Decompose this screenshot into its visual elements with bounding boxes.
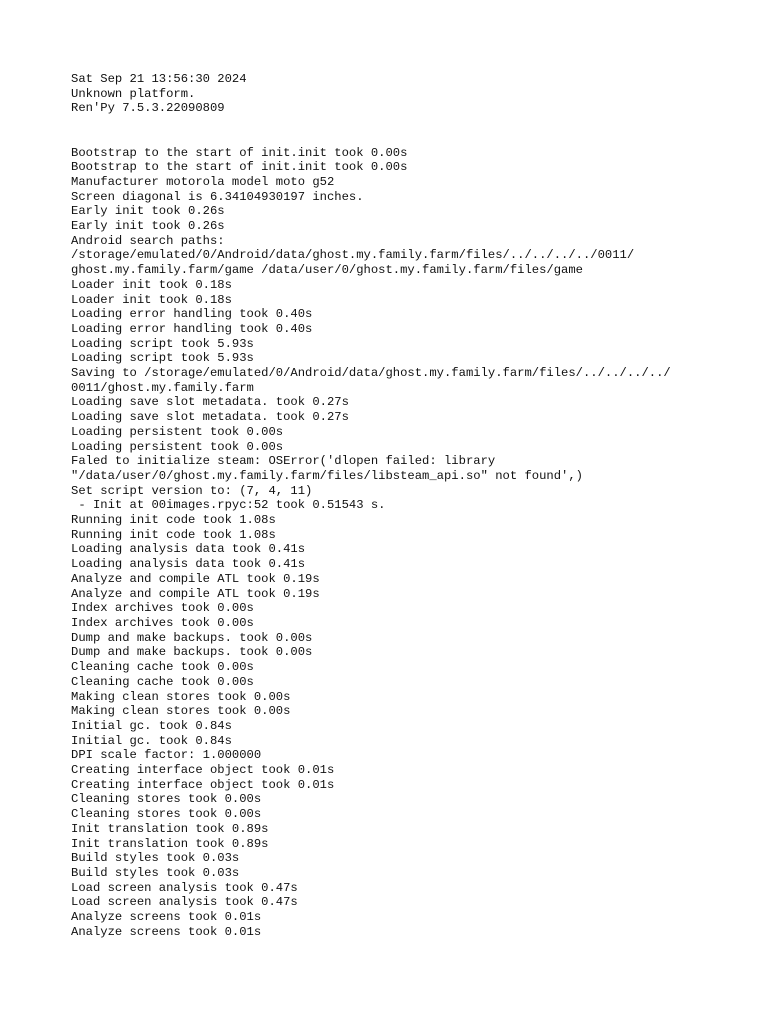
log-line: Loading script took 5.93s [71, 351, 254, 366]
log-line: Early init took 0.26s [71, 219, 225, 234]
log-line: ghost.my.family.farm/game /data/user/0/ghost.my.family.farm/files/game [71, 263, 583, 278]
log-line: DPI scale factor: 1.000000 [71, 748, 262, 763]
log-line: Creating interface object took 0.01s [71, 777, 335, 792]
log-line: Making clean stores took 0.00s [71, 704, 291, 719]
log-line: "/data/user/0/ghost.my.family.farm/files/libsteam_api.so" not found',) [71, 468, 583, 483]
log-line: Cleaning stores took 0.00s [71, 792, 262, 807]
log-line: 0011/ghost.my.family.farm [71, 380, 254, 395]
log-platform: Unknown platform. [71, 86, 196, 101]
log-line: Analyze and compile ATL took 0.19s [71, 586, 320, 601]
log-line: Saving to /storage/emulated/0/Android/data/ghost.my.family.farm/files/../../../../ [71, 366, 671, 381]
log-line: Index archives took 0.00s [71, 601, 254, 616]
log-line: Creating interface object took 0.01s [71, 763, 335, 778]
log-line: Build styles took 0.03s [71, 865, 240, 880]
log-line: Loading script took 5.93s [71, 336, 254, 351]
log-header [71, 72, 751, 116]
log-line: Loading analysis data took 0.41s [71, 557, 306, 572]
log-line: Running init code took 1.08s [71, 527, 276, 542]
log-line: Loading error handling took 0.40s [71, 321, 313, 336]
log-line: - Init at 00images.rpyc:52 took 0.51543 s. [71, 498, 386, 513]
log-line: Screen diagonal is 6.34104930197 inches. [71, 189, 364, 204]
log-line: Cleaning stores took 0.00s [71, 807, 262, 822]
log-line: Initial gc. took 0.84s [71, 718, 232, 733]
log-line: Loading error handling took 0.40s [71, 307, 313, 322]
log-line: Loader init took 0.18s [71, 292, 232, 307]
log-line: Loading persistent took 0.00s [71, 424, 284, 439]
log-line: Dump and make backups. took 0.00s [71, 645, 313, 660]
log-line: Analyze screens took 0.01s [71, 910, 262, 925]
log-line: Cleaning cache took 0.00s [71, 660, 254, 675]
log-line: Loading save slot metadata. took 0.27s [71, 395, 349, 410]
log-line: Making clean stores took 0.00s [71, 689, 291, 704]
log-line: Analyze and compile ATL took 0.19s [71, 571, 320, 586]
log-line: Loading save slot metadata. took 0.27s [71, 410, 349, 425]
log-document [71, 72, 751, 939]
log-line: Load screen analysis took 0.47s [71, 880, 298, 895]
log-line: Initial gc. took 0.84s [71, 733, 232, 748]
log-line: Set script version to: (7, 4, 11) [71, 483, 313, 498]
log-line: Loading persistent took 0.00s [71, 439, 284, 454]
log-line: Manufacturer motorola model moto g52 [71, 174, 335, 189]
log-line: Init translation took 0.89s [71, 821, 269, 836]
log-line: Early init took 0.26s [71, 204, 225, 219]
log-line: /storage/emulated/0/Android/data/ghost.my.family.farm/files/../../../../0011/ [71, 248, 635, 263]
blank-spacer [71, 116, 751, 145]
log-timestamp: Sat Sep 21 13:56:30 2024 [71, 72, 247, 86]
log-line: Init translation took 0.89s [71, 836, 269, 851]
log-line: Android search paths: [71, 233, 225, 248]
log-line: Bootstrap to the start of init.init took 0.00s [71, 145, 408, 160]
log-line: Index archives took 0.00s [71, 616, 254, 630]
log-line: Running init code took 1.08s [71, 513, 276, 528]
log-line: Loading analysis data took 0.41s [71, 542, 306, 557]
log-line: Build styles took 0.03s [71, 851, 240, 866]
log-line: Loader init took 0.18s [71, 277, 232, 292]
log-line: Bootstrap to the start of init.init took 0.00s [71, 160, 408, 175]
log-version: Ren'Py 7.5.3.22090809 [71, 101, 225, 116]
log-line: Analyze screens took 0.01s [71, 924, 262, 939]
log-line: Dump and make backups. took 0.00s [71, 630, 313, 645]
log-line: Cleaning cache took 0.00s [71, 674, 254, 689]
log-line: Faled to initialize steam: OSError('dlopen failed: library [71, 454, 496, 469]
log-body [71, 146, 751, 940]
log-line: Load screen analysis took 0.47s [71, 895, 298, 910]
